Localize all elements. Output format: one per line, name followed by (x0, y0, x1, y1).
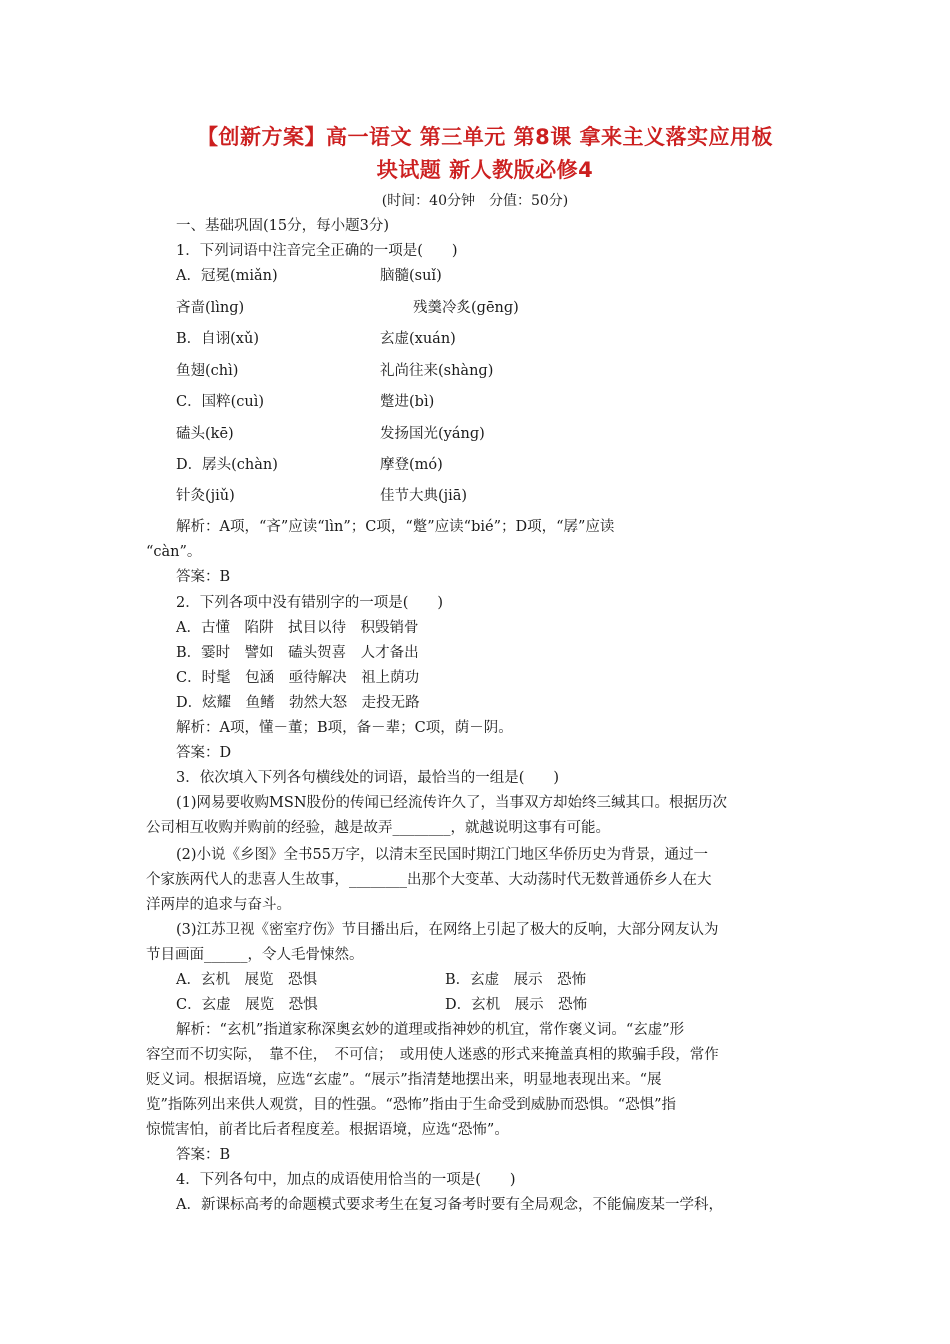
q1-option-d-1: D．孱头(chàn) (176, 457, 278, 473)
q3-stem: 3．依次填入下列各句横线处的词语，最恰当的一组是( ) (176, 770, 560, 786)
q3-answer: 答案：B (176, 1147, 231, 1163)
q2-option-d: D．炫耀 鱼鳍 勃然大怒 走投无路 (176, 695, 420, 711)
q2-analysis: 解析：A项，懂－董；B项，备－辈；C项，荫－阴。 (176, 720, 513, 736)
q1-option-a-2: 脑髓(suǐ) (380, 268, 442, 284)
q1-answer: 答案：B (176, 569, 231, 585)
q1-option-c-2: 蹩进(bì) (380, 394, 435, 410)
q3-sentence2-line1: (2)小说《乡图》全书55万字，以清末至民国时期江门地区华侨历史为背景，通过一 (176, 847, 708, 863)
q4-option-a: A．新课标高考的命题模式要求考生在复习备考时要有全局观念，不能偏废某一学科， (176, 1197, 723, 1213)
q1-option-c-1: C．国粹(cuì) (176, 394, 265, 410)
q1-option-d-4: 佳节大典(jiā) (380, 488, 468, 504)
q1-option-a-1: A．冠冕(miǎn) (176, 268, 278, 284)
q3-sentence2-line3: 洋两岸的追求与奋斗。 (146, 897, 291, 913)
q1-option-a-4: 残羹冷炙(ɡēnɡ) (413, 300, 519, 316)
q2-option-b: B．霎时 譬如 磕头贺喜 人才备出 (176, 645, 419, 661)
q1-stem: 1．下列词语中注音完全正确的一项是( ) (176, 243, 458, 259)
q3-sentence1-line2: 公司相互收购并购前的经验，越是故弄________，就越说明这事有可能。 (146, 820, 610, 836)
q2-answer: 答案：D (176, 745, 232, 761)
q1-option-c-4: 发扬国光(yánɡ) (380, 426, 485, 442)
q1-option-c-3: 磕头(kē) (176, 426, 234, 442)
q2-stem: 2．下列各项中没有错别字的一项是( ) (176, 595, 444, 611)
time-score-info: (时间：40分钟 分值：50分) (381, 193, 569, 209)
q3-analysis-line1: 解析：“玄机”指道家称深奥玄妙的道理或指神妙的机宜，常作褒义词。“玄虚”形 (176, 1022, 685, 1038)
q1-analysis-line1: 解析：A项，“吝”应读“lìn”；C项，“蹩”应读“bié”；D项，“孱”应读 (176, 519, 615, 535)
document-title-line2: 块试题 新人教版必修4 (376, 158, 594, 182)
q3-sentence1-line1: (1)网易要收购MSN股份的传闻已经流传许久了，当事双方却始终三缄其口。根据历次 (176, 795, 728, 811)
q3-option-b: B．玄虚 展示 恐怖 (445, 972, 587, 988)
q3-option-a: A．玄机 展览 恐惧 (176, 972, 317, 988)
q1-option-b-1: B．自诩(xǔ) (176, 331, 259, 347)
q1-option-b-2: 玄虚(xuán) (380, 331, 456, 347)
q3-sentence2-line2: 个家族两代人的悲喜人生故事，________出那个大变革、大动荡时代无数普通侨乡人在大 (146, 872, 712, 888)
q1-option-b-3: 鱼翅(chì) (176, 363, 239, 379)
q1-option-d-2: 摩登(mó) (380, 457, 443, 473)
q1-option-a-3: 吝啬(lìnɡ) (176, 300, 245, 316)
q2-option-a: A．古懂 陷阱 拭目以待 积毁销骨 (176, 620, 419, 636)
q3-sentence3-line2: 节目画面______，令人毛骨悚然。 (146, 947, 364, 963)
q2-option-c: C．时髦 包涵 亟待解决 祖上荫功 (176, 670, 420, 686)
q1-option-b-4: 礼尚往来(shànɡ) (380, 363, 494, 379)
q1-option-d-3: 针灸(jiǔ) (176, 488, 235, 504)
q3-analysis-line4: 览”指陈列出来供人观赏，目的性强。“恐怖”指由于生命受到威胁而恐惧。“恐惧”指 (146, 1097, 677, 1113)
q1-analysis-line2: “càn”。 (146, 544, 202, 560)
q3-analysis-line5: 惊慌害怕，前者比后者程度差。根据语境，应选“恐怖”。 (146, 1122, 509, 1138)
q3-option-d: D．玄机 展示 恐怖 (445, 997, 588, 1013)
q3-option-c: C．玄虚 展览 恐惧 (176, 997, 318, 1013)
q3-analysis-line2: 容空而不切实际， 靠不住， 不可信； 或用使人迷惑的形式来掩盖真相的欺骗手段，常作 (146, 1047, 719, 1063)
q4-stem: 4．下列各句中，加点的成语使用恰当的一项是( ) (176, 1172, 516, 1188)
q3-analysis-line3: 贬义词。根据语境，应选“玄虚”。“展示”指清楚地摆出来，明显地表现出来。“展 (146, 1072, 662, 1088)
section-heading: 一、基础巩固(15分，每小题3分) (176, 218, 389, 234)
q3-sentence3-line1: (3)江苏卫视《密室疗伤》节目播出后，在网络上引起了极大的反响，大部分网友认为 (176, 922, 719, 938)
document-title-line1: 【创新方案】高一语文 第三单元 第8课 拿来主义落实应用板 (196, 125, 774, 149)
